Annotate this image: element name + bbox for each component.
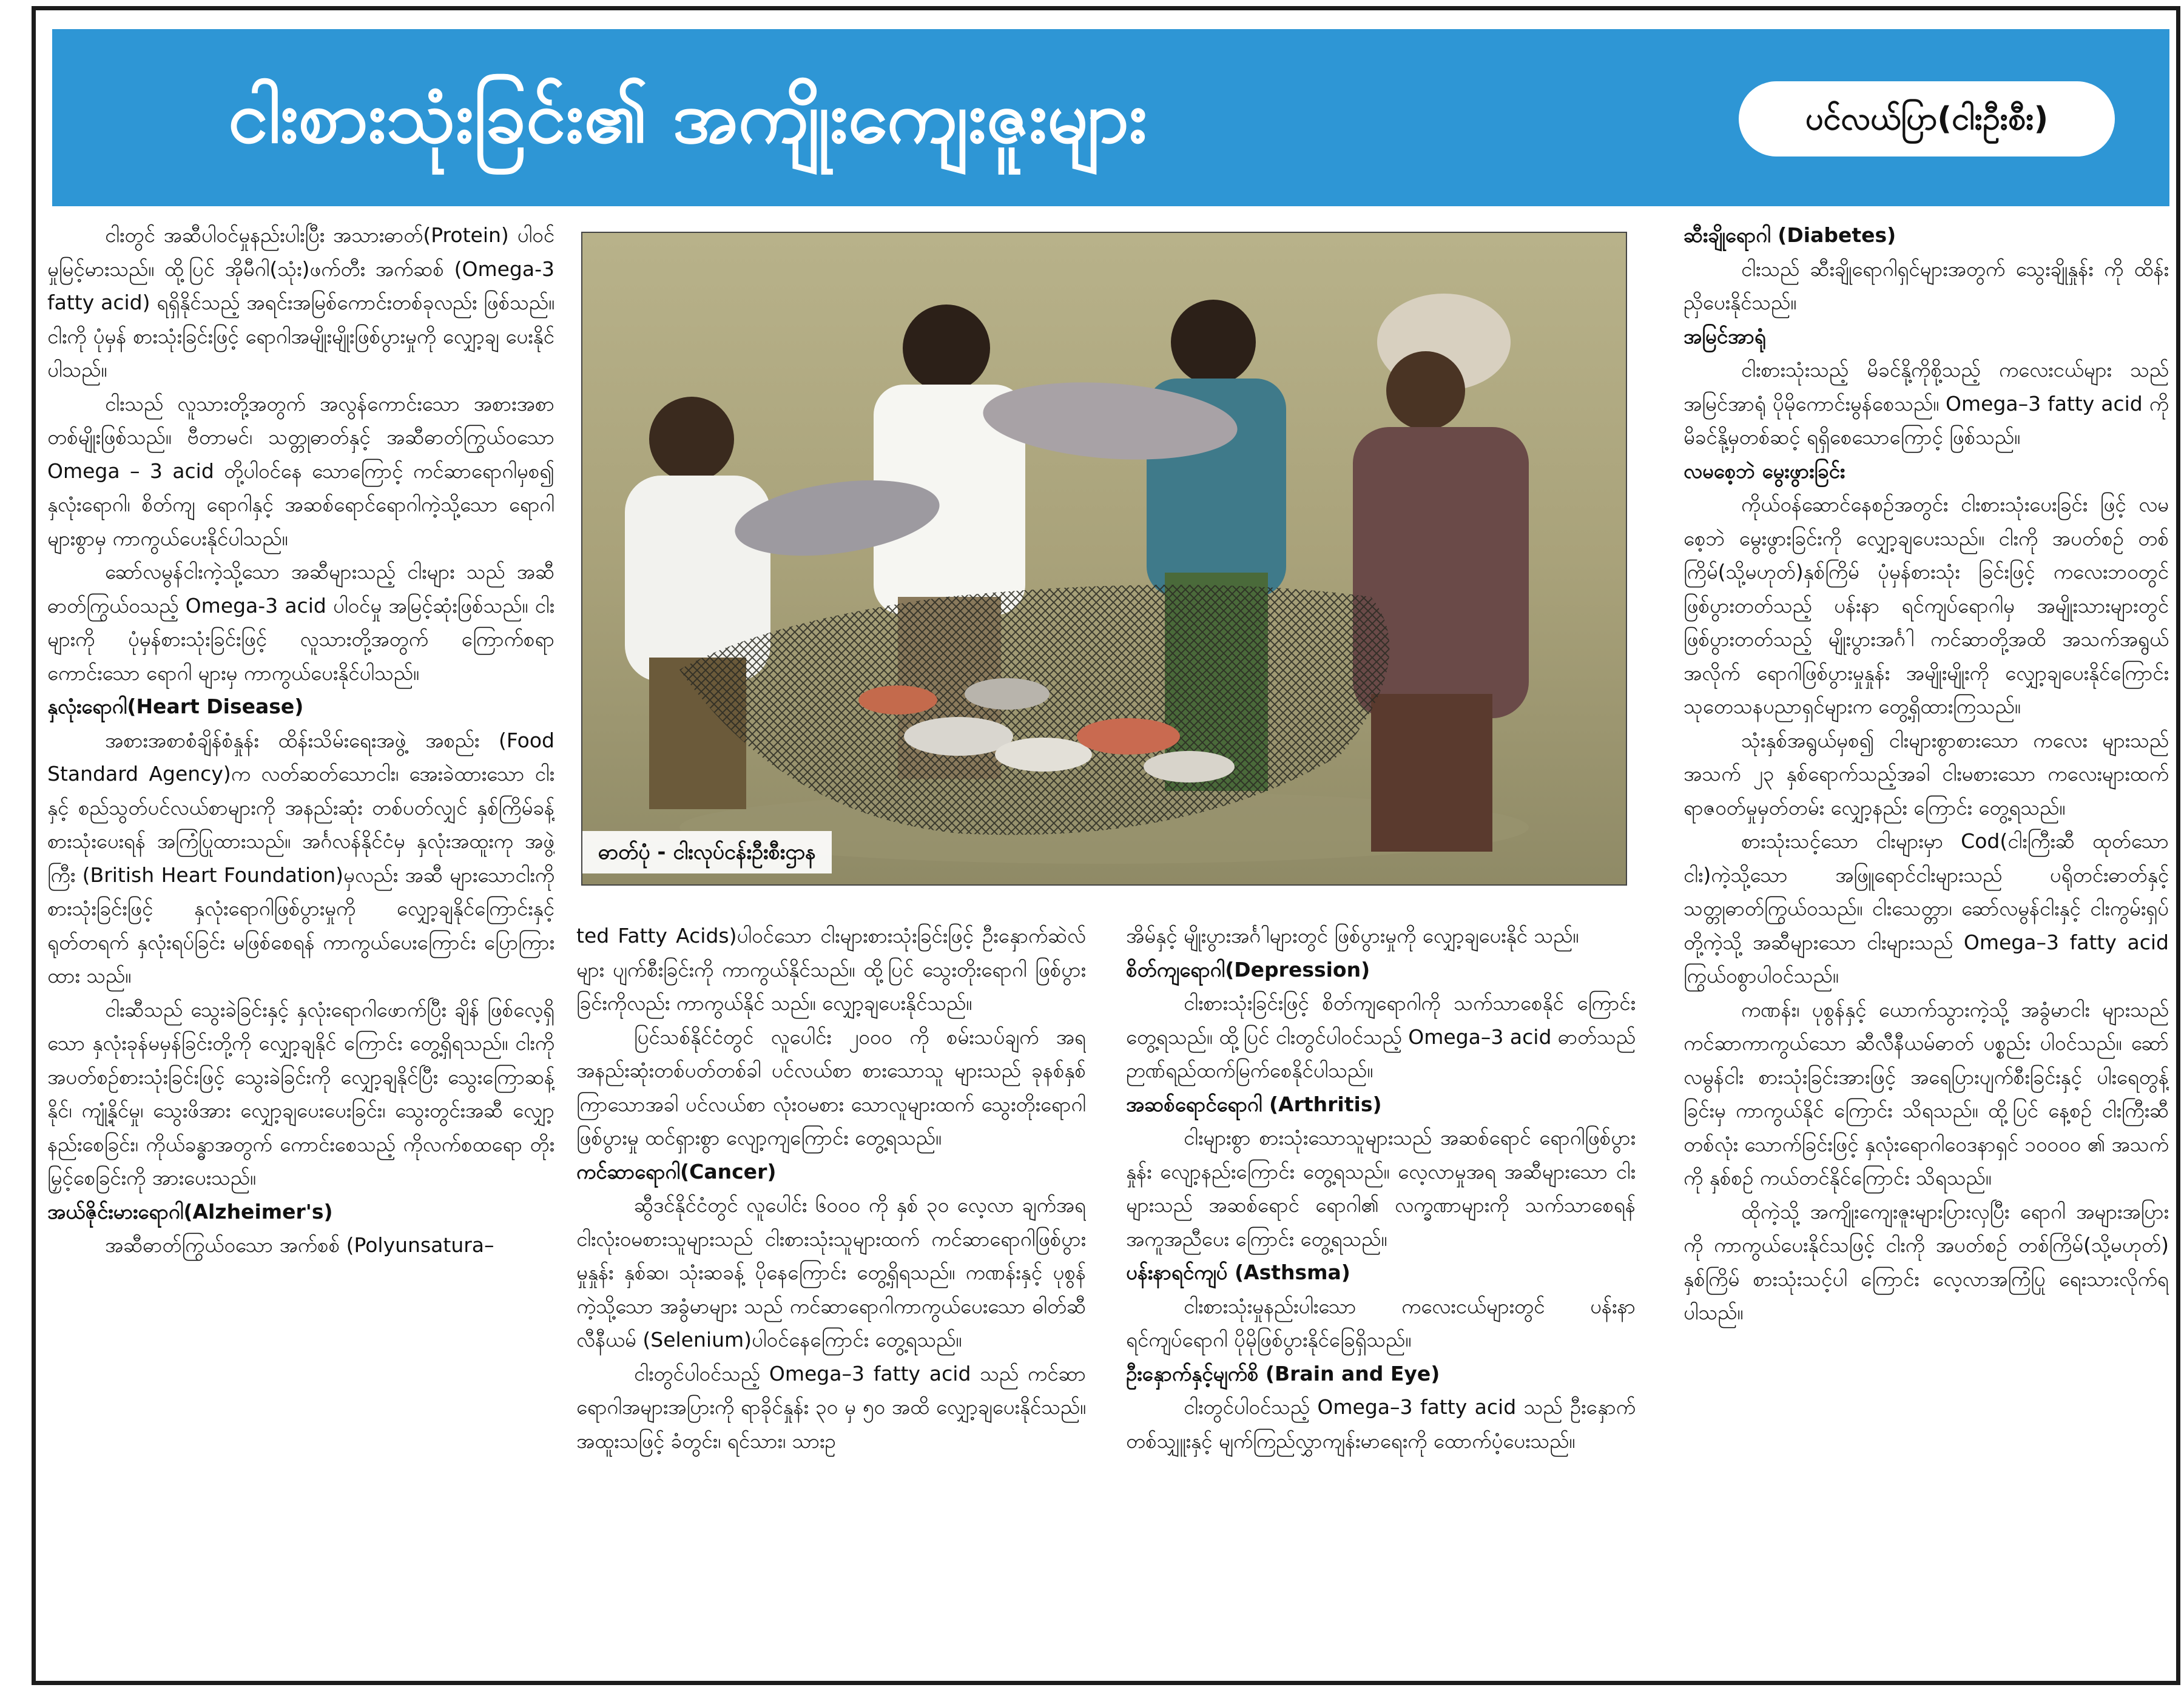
- paragraph: ငါးတွင်ပါဝင်သည့် Omega–3 fatty acid သည် ကင်ဆာရောဂါအများအပြားကို ရာခိုင်နှုန်း ၃၀ မှ ၅၀ အထိ လျှော့ချပေးနိုင်သည်။ အထူးသဖြင့် ခံတွင်း၊ ရင်သား၊ သားဥ: [576, 1361, 1086, 1453]
- paragraph: ted Fatty Acids)ပါဝင်သော ငါးများစားသုံးခြင်းဖြင့် ဦးနှောက်ဆဲလ်များ ပျက်စီးခြင်းကို ကာကွယ်နိုင်သည်။ ထို့ပြင် သွေးတိုးရောဂါ ဖြစ်ပွားခြင်းကိုလည်း ကာကွယ်နိုင် သည်။ လျှော့ချပေးနိုင်သည်။: [576, 924, 1086, 1015]
- column-2: [576, 919, 1086, 1671]
- headline: ငါးစားသုံးခြင်း၏ အကျိုးကျေးဇူးများ: [228, 75, 1147, 159]
- paragraph: ငါးဆီသည် သွေးခဲခြင်းနှင့် နှလုံးရောဂါဖောက်ပြီး ချိန် ဖြစ်လေ့ရှိသော နှလုံးခုန်မမှန်ခြင်းတို့ကို လျှော့ချနိုင် ကြောင်း တွေ့ရှိရသည်။ ငါးကို အပတ်စဉ်စားသုံးခြင်းဖြင့် သွေးခဲခြင်းကို လျှော့ချနိုင်ပြီး သွေးကြောဆန့်နိုင်၊ ကျုံ့နိုင်မှု၊ သွေးဖိအား လျှော့ချပေးပေးခြင်း၊ သွေးတွင်းအဆီ လျှော့နည်းစေခြင်း၊ ကိုယ်ခန္ဓာအတွက် ကောင်းစေသည့် ကိုလက်စထရော တိုးမြှင့်စေခြင်းကို အားပေးသည်။: [47, 997, 554, 1190]
- paragraph: ကဏန်း၊ ပုစွန်နှင့် ယောက်သွားကဲ့သို့ အခွံမာငါး များသည် ကင်ဆာကာကွယ်သော ဆီလီနီယမ်ဓာတ် ပစ္စည်း ပါဝင်သည်။ ဆော်လမွန်ငါး စားသုံးခြင်းအားဖြင့် အရေပြားပျက်စီးခြင်းနှင့် ပါးရေတွန့်ခြင်းမှ ကာကွယ်နိုင် ကြောင်း သိရသည်။ ထို့ပြင် နေ့စဉ် ငါးကြီးဆီတစ်လုံး သောက်ခြင်းဖြင့် နှလုံးရောဂါဝေဒနာရှင် ၁၀၀၀၀ ၏ အသက်ကို နှစ်စဉ် ကယ်တင်နိုင်ကြောင်း သိရသည်။: [1684, 997, 2169, 1190]
- headline-banner: [52, 29, 2169, 206]
- paragraph: ဆွီဒင်နိုင်ငံတွင် လူပေါင်း ၆၀၀၀ ကို နှစ် ၃၀ လေ့လာ ချက်အရ ငါးလုံးဝမစားသူများသည် ငါးစားသုံးသူများထက် ကင်ဆာရောဂါဖြစ်ပွားမှုနှုန်း နှစ်ဆ၊ သုံးဆခန့် ပိုနေကြောင်း တွေ့ရှိရသည်။ ကဏန်းနှင့် ပုစွန်ကဲ့သို့သော အခွံမာများ သည် ကင်ဆာရောဂါကာကွယ်ပေးသော ဓါတ်ဆီလီနီယမ် (Selenium)ပါဝင်နေကြောင်း တွေ့ရသည်။: [576, 1193, 1086, 1351]
- paragraph: ဆော်လမွန်ငါးကဲ့သို့သော အဆီများသည့် ငါးများ သည် အဆီဓာတ်ကြွယ်ဝသည့် Omega-3 acid ပါဝင်မှု အမြင့်ဆုံးဖြစ်သည်။ ငါးများကို ပုံမှန်စားသုံးခြင်းဖြင့် လူသားတို့အတွက် ကြောက်စရာကောင်းသော ရောဂါ များမှ ကာကွယ်ပေးနိုင်ပါသည်။: [47, 560, 554, 685]
- fish-harvest-photo: [581, 232, 1627, 886]
- paragraph: ထိုကဲ့သို့ အကျိုးကျေးဇူးများပြားလှပြီး ရောဂါ အများအပြားကို ကာကွယ်ပေးနိုင်သဖြင့် ငါးကို အပတ်စဉ် တစ်ကြိမ်(သို့မဟုတ်) နှစ်ကြိမ် စားသုံးသင့်ပါ ကြောင်း လေ့လာအကြံပြု ရေးသားလိုက်ရပါသည်။: [1684, 1199, 2169, 1324]
- paragraph: သုံးနှစ်အရွယ်မှစ၍ ငါးများစွာစားသော ကလေး များသည် အသက် ၂၃ နှစ်ရောက်သည့်အခါ ငါးမစားသော ကလေးများထက် ရာဇဝတ်မှုမှတ်တမ်း လျှော့နည်း ကြောင်း တွေ့ရသည်။: [1684, 728, 2169, 819]
- paragraph: ငါးသည် လူသားတို့အတွက် အလွန်ကောင်းသော အစားအစာတစ်မျိုးဖြစ်သည်။ ဗီတာမင်၊ သတ္တုဓာတ်နှင့် အဆီဓာတ်ကြွယ်ဝသော Omega – 3 acid တို့ပါဝင်နေ သောကြောင့် ကင်ဆာရောဂါမှစ၍ နှလုံးရောဂါ၊ စိတ်ကျ ရောဂါနှင့် အဆစ်ရောင်ရောဂါကဲ့သို့သော ရောဂါများစွာမှ ကာကွယ်ပေးနိုင်ပါသည်။: [47, 391, 554, 550]
- subheading: အမြင်အာရုံ: [1684, 324, 1766, 348]
- paragraph: ငါးများစွာ စားသုံးသောသူများသည် အဆစ်ရောင် ရောဂါဖြစ်ပွားနှုန်း လျော့နည်းကြောင်း တွေ့ရသည်။ လေ့လာမှုအရ အဆီများသော ငါးများသည် အဆစ်ရောင် ရောဂါ၏ လက္ခဏာများကို သက်သာစေရန် အကူအညီပေး ကြောင်း တွေ့ရသည်။: [1126, 1126, 1636, 1251]
- column-1: [47, 218, 554, 1668]
- subheading: လမစေ့ဘဲ မွေးဖွားခြင်း: [1684, 459, 1845, 483]
- paragraph: ငါးစားသုံးသည့် မိခင်နို့ကိုစို့သည့် ကလေးငယ်များ သည် အမြင်အာရုံ ပိုမိုကောင်းမွန်စေသည်။ Omega–3 fatty acid ကို မိခင်နို့မှတစ်ဆင့် ရရှိစေသောကြောင့် ဖြစ်သည်။: [1684, 358, 2169, 449]
- paragraph: ကိုယ်ဝန်ဆောင်နေစဉ်အတွင်း ငါးစားသုံးပေးခြင်း ဖြင့် လမစေ့ဘဲ မွေးဖွားခြင်းကို လျှော့ချပေးသည်။ ငါးကို အပတ်စဉ် တစ်ကြိမ်(သို့မဟုတ်)နှစ်ကြိမ် ပုံမှန်စားသုံး ခြင်းဖြင့် ကလေးဘဝတွင် ဖြစ်ပွားတတ်သည့် ပန်းနာ ရင်ကျပ်ရောဂါမှ အမျိုးသားများတွင် ဖြစ်ပွားတတ်သည့် မျိုးပွားအင်္ဂါ ကင်ဆာတို့အထိ အသက်အရွယ်အလိုက် ရောဂါဖြစ်ပွားမှုနှုန်း အမျိုးမျိုးကို လျှော့ချပေးနိုင်ကြောင်း သုတေသနပညာရှင်များက တွေ့ရှိထားကြသည်။: [1684, 493, 2169, 718]
- column-4: [1684, 218, 2169, 1668]
- paragraph: အစားအစာစံချိန်စံနှုန်း ထိန်းသိမ်းရေးအဖွဲ့ အစည်း (Food Standard Agency)က လတ်ဆတ်သောငါး၊ အေးခဲထားသော ငါးနှင့် စည်သွတ်ပင်လယ်စာများကို အနည်းဆုံး တစ်ပတ်လျှင် နှစ်ကြိမ်ခန့် စားသုံးပေးရန် အကြံပြုထားသည်။ အင်္ဂလန်နိုင်ငံမှ နှလုံးအထူးကု အဖွဲ့ကြီး (British Heart Foundation)မှလည်း အဆီ များသောငါးကို စားသုံးခြင်းဖြင့် နှလုံးရောဂါဖြစ်ပွားမှုကို လျှော့ချနိုင်ကြောင်းနှင့် ရုတ်တရက် နှလုံးရပ်ခြင်း မဖြစ်စေရန် ကာကွယ်ပေးကြောင်း ပြောကြားထား သည်။: [47, 728, 554, 988]
- paragraph: ငါးစားသုံးခြင်းဖြင့် စိတ်ကျရောဂါကို သက်သာစေနိုင် ကြောင်း တွေ့ရသည်။ ထို့ပြင် ငါးတွင်ပါဝင်သည့် Omega–3 acid ဓာတ်သည် ဉာဏ်ရည်ထက်မြက်စေနိုင်ပါသည်။: [1126, 991, 1636, 1082]
- subheading: ပန်းနာရင်ကျပ် (Asthsma): [1126, 1260, 1350, 1284]
- paragraph: အိမ်နှင့် မျိုးပွားအင်္ဂါများတွင် ဖြစ်ပွားမှုကို လျှော့ချပေးနိုင် သည်။: [1126, 924, 1579, 947]
- subheading: စိတ်ကျရောဂါ(Depression): [1126, 957, 1370, 981]
- photo-caption: ဓာတ်ပုံ - ငါးလုပ်ငန်းဦးစီးဌာန: [582, 831, 832, 873]
- subheading: ကင်ဆာရောဂါ(Cancer): [576, 1159, 777, 1183]
- paragraph: ငါးတွင်ပါဝင်သည့် Omega–3 fatty acid သည် ဦးနှောက်တစ်သျှူးနှင့် မျက်ကြည်လွှာကျန်းမာရေးကို ထောက်ပံ့ပေးသည်။: [1126, 1395, 1636, 1453]
- paragraph: စားသုံးသင့်သော ငါးများမှာ Cod(ငါးကြီးဆီ ထုတ်သောငါး)ကဲ့သို့သော အဖြူရောင်ငါးများသည် ပရိုတင်းဓာတ်နှင့် သတ္တုဓာတ်ကြွယ်ဝသည်။ ငါးသေတ္တာ၊ ဆော်လမွန်ငါးနှင့် ငါးကွမ်းရှပ်တို့ကဲ့သို့ အဆီများသော ငါးများသည် Omega–3 fatty acid ကြွယ်ဝစွာပါဝင်သည်။: [1684, 829, 2169, 988]
- subheading: အဆစ်ရောင်ရောဂါ (Arthritis): [1126, 1092, 1382, 1116]
- subheading: နှလုံးရောဂါ(Heart Disease): [47, 695, 304, 718]
- column-3: [1126, 919, 1636, 1671]
- paragraph: ငါးစားသုံးမှုနည်းပါးသော ကလေးငယ်များတွင် ပန်းနာရင်ကျပ်ရောဂါ ပိုမိုဖြစ်ပွားနိုင်ခြေရှိသည်။: [1126, 1294, 1636, 1351]
- subheading: အယ်ဇိုင်းမားရောဂါ(Alzheimer's): [47, 1199, 333, 1223]
- subheading: ဦးနှောက်နှင့်မျက်စိ (Brain and Eye): [1126, 1361, 1440, 1385]
- paragraph: ငါးတွင် အဆီပါဝင်မှုနည်းပါးပြီး အသားဓာတ်(Protein) ပါဝင်မှုမြင့်မားသည်။ ထို့ပြင် အိုမီဂါ(သုံး)ဖက်တီး အက်ဆစ် (Omega-3 fatty acid) ရရှိနိုင်သည့် အရင်းအမြစ်ကောင်းတစ်ခုလည်း ဖြစ်သည်။ ငါးကို ပုံမှန် စားသုံးခြင်းဖြင့် ရောဂါအမျိုးမျိုးဖြစ်ပွားမှုကို လျှော့ချ ပေးနိုင်ပါသည်။: [47, 223, 554, 382]
- photo-illustration: [582, 233, 1627, 886]
- paragraph: ငါးသည် ဆီးချိုရောဂါရှင်များအတွက် သွေးချိုနှုန်း ကို ထိန်းညှိပေးနိုင်သည်။: [1684, 257, 2169, 314]
- subheading: ဆီးချိုရောဂါ (Diabetes): [1684, 223, 1896, 247]
- paragraph: အဆီဓာတ်ကြွယ်ဝသော အက်စစ် (Polyunsatura–: [105, 1233, 494, 1257]
- byline: ပင်လယ်ပြာ(ငါးဦးစီး): [1739, 81, 2115, 156]
- paragraph: ပြင်သစ်နိုင်ငံတွင် လူပေါင်း ၂၀၀၀ ကို စမ်းသပ်ချက် အရ အနည်းဆုံးတစ်ပတ်တစ်ခါ ပင်လယ်စာ စားသောသူ များသည် ခုနစ်နှစ်ကြာသောအခါ ပင်လယ်စာ လုံးဝမစား သောလူများထက် သွေးတိုးရောဂါဖြစ်ပွားမှု ထင်ရှားစွာ လျော့ကျကြောင်း တွေ့ရသည်။: [576, 1025, 1086, 1149]
